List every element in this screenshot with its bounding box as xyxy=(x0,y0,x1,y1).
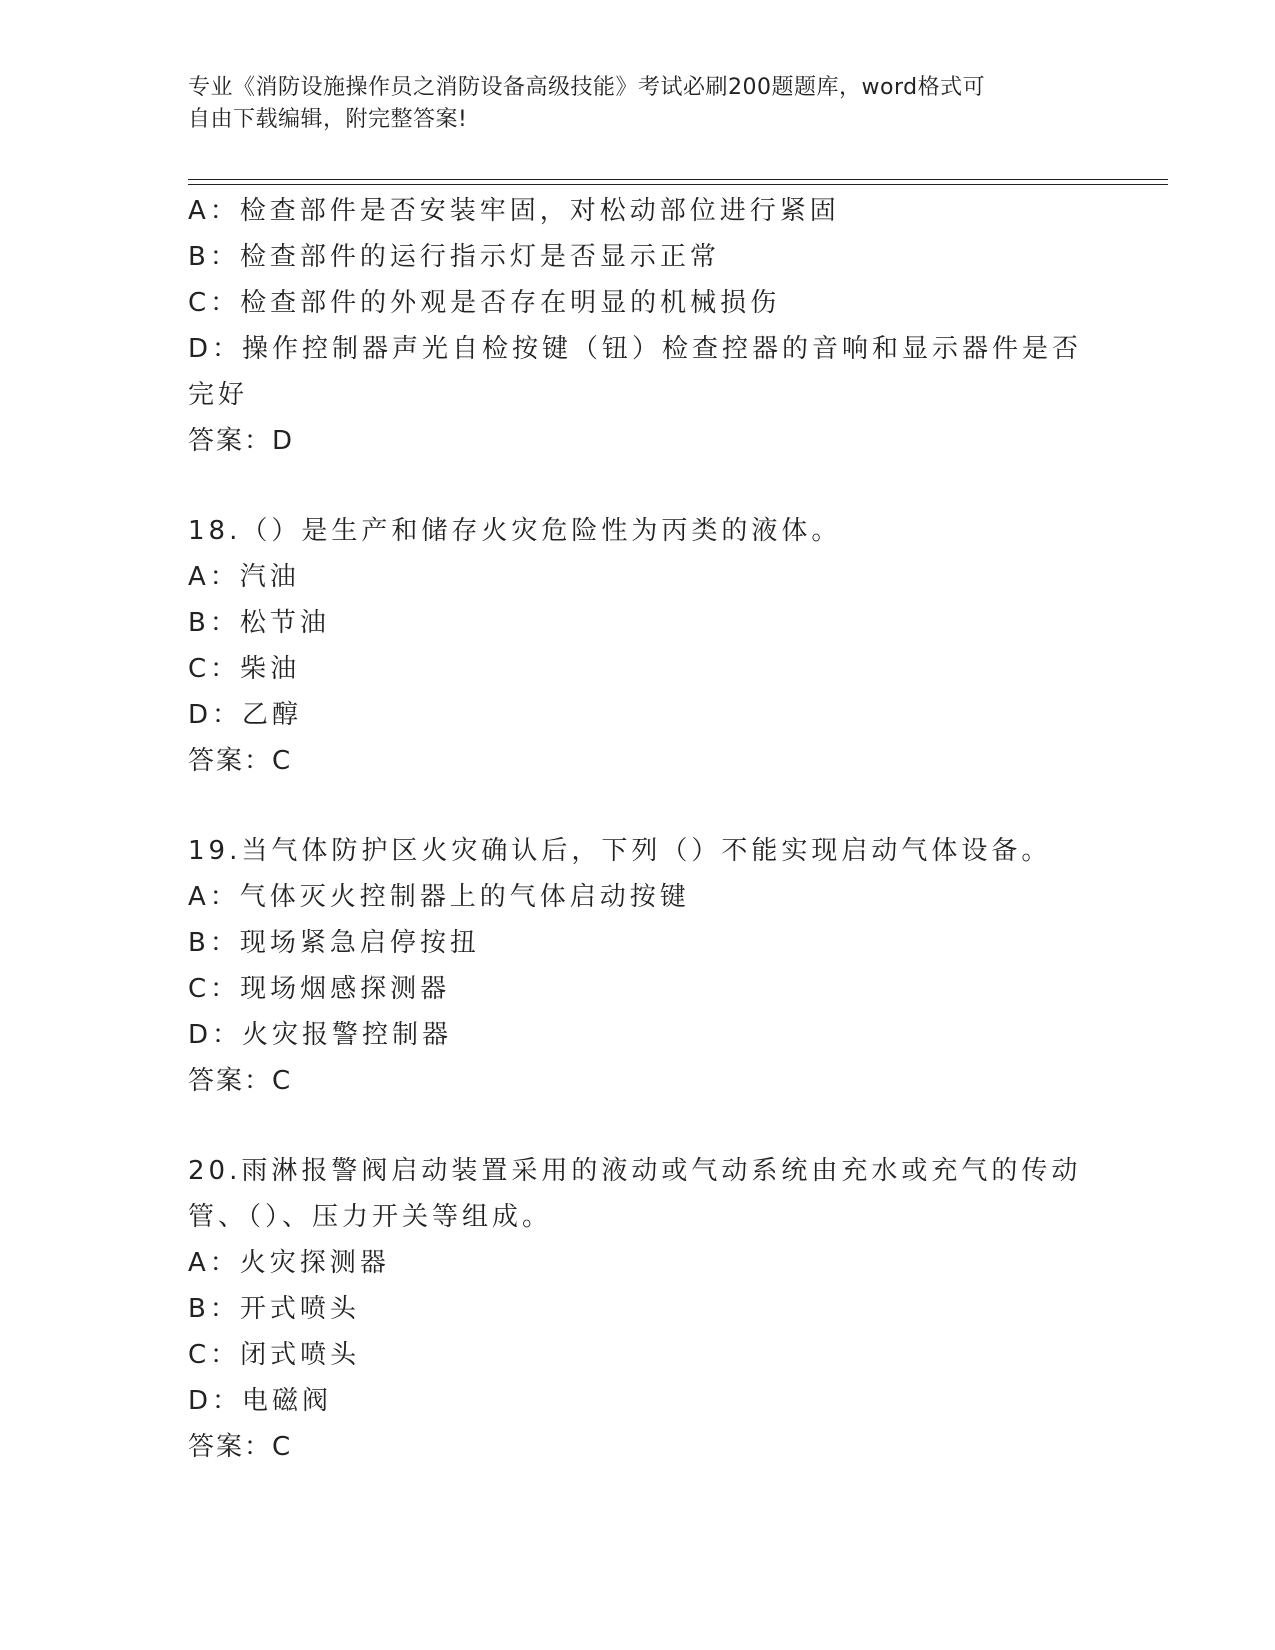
answer-line: 答案：C xyxy=(188,1432,293,1462)
header-divider-top xyxy=(188,179,1168,180)
option-c: C：检查部件的外观是否存在明显的机械损伤 xyxy=(188,288,781,318)
option-b: B：松节油 xyxy=(188,608,330,638)
question-stem: 19.当气体防护区火灾确认后，下列（）不能实现启动气体设备。 xyxy=(188,836,1052,866)
header-line-1: 专业《消防设施操作员之消防设备高级技能》考试必刷200题题库，word格式可 xyxy=(188,75,986,100)
option-a: A：火灾探测器 xyxy=(188,1248,390,1278)
question-block-20 xyxy=(188,1148,1088,1470)
option-d: D：火灾报警控制器 xyxy=(188,1020,453,1050)
option-d: D：操作控制器声光自检按键（钮）检查控器的音响和显示器件是否完好 xyxy=(188,334,1083,410)
question-block-18 xyxy=(188,508,1088,784)
answer-line: 答案：C xyxy=(188,1066,293,1096)
question-stem: 20.雨淋报警阀启动装置采用的液动或气动系统由充水或充气的传动管、（）、压力开关等组成。 xyxy=(188,1156,1082,1232)
option-c: C：闭式喷头 xyxy=(188,1340,361,1370)
question-list xyxy=(188,188,1088,1470)
answer-line: 答案：D xyxy=(188,426,295,456)
option-b: B：检查部件的运行指示灯是否显示正常 xyxy=(188,242,720,272)
question-block-17 xyxy=(188,188,1088,464)
document-header xyxy=(188,72,1068,136)
header-line-2: 自由下载编辑，附完整答案! xyxy=(188,107,468,132)
option-c: C：柴油 xyxy=(188,654,301,684)
option-d: D：乙醇 xyxy=(188,700,303,730)
option-a: A：汽油 xyxy=(188,562,300,592)
option-a: A：检查部件是否安装牢固，对松动部位进行紧固 xyxy=(188,196,840,226)
option-c: C：现场烟感探测器 xyxy=(188,974,451,1004)
header-divider-bottom xyxy=(188,184,1168,185)
question-block-19 xyxy=(188,828,1088,1104)
option-b: B：开式喷头 xyxy=(188,1294,360,1324)
option-a: A：气体灭火控制器上的气体启动按键 xyxy=(188,882,690,912)
question-stem: 18.（）是生产和储存火灾危险性为丙类的液体。 xyxy=(188,516,842,546)
answer-line: 答案：C xyxy=(188,746,293,776)
option-b: B：现场紧急启停按扭 xyxy=(188,928,480,958)
option-d: D：电磁阀 xyxy=(188,1386,333,1416)
